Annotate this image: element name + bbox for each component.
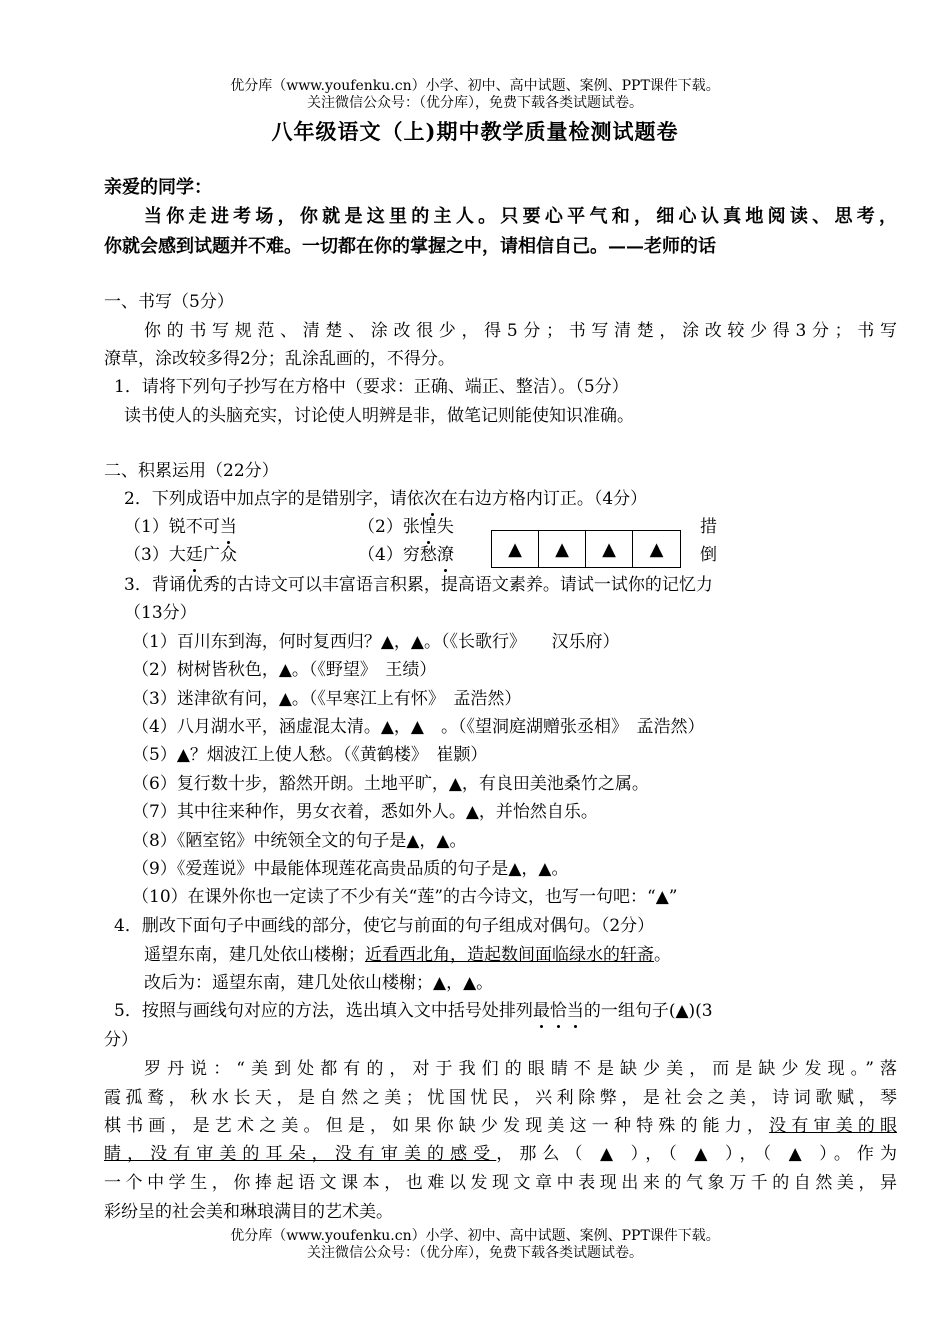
passage-line-1: 罗丹说：“美到处都有的，对于我们的眼睛不是缺少美，而是缺少发现。”落 (144, 1059, 897, 1079)
answer-box[interactable]: ▲ (492, 531, 539, 567)
poem-item-5: （5）▲？烟波江上使人愁。（《黄鹤楼》 崔颢） (132, 745, 488, 765)
question-1-prompt: 1．请将下列句子抄写在方格中（要求：正确、端正、整洁）。（5分） (114, 377, 629, 397)
question-4-prompt: 4．删改下面句子中画线的部分，使它与前面的句子组成对偶句。（2分） (114, 916, 655, 936)
poem-item-7: （7）其中往来种作，男女衣着，悉如外人。▲，并怡然自乐。 (132, 802, 598, 822)
passage-line-2: 霞孤鹜，秋水长天，是自然之美；忧国忧民，兴利除弊，是社会之美，诗词歌赋，琴 (104, 1088, 897, 1108)
greeting-line-2: 你就会感到试题并不难。一切都在你的掌握之中，请相信自己。——老师的话 (104, 236, 716, 257)
dotted-char: 当 (567, 997, 584, 1025)
question-1-text: 读书使人的头脑充实，讨论使人明辨是非，做笔记则能使知识准确。 (124, 406, 634, 426)
idiom-item-1: （1）锐不可当 (124, 513, 237, 541)
section2-heading: 二、积累运用（22分） (104, 461, 279, 481)
dotted-char: 恰 (550, 997, 567, 1025)
poem-item-6: （6）复行数十步，豁然开朗。土地平旷，▲，有良田美池桑竹之属。 (132, 774, 649, 794)
section1-desc-2: 潦草，涂改较多得2分；乱涂乱画的，不得分。 (104, 349, 455, 369)
idiom-item-3: （3）大廷广众 (124, 541, 237, 569)
correction-grid (491, 530, 681, 568)
dotted-char: 最 (533, 997, 550, 1025)
question-3-prompt-1: 3．背诵优秀的古诗文可以丰富语言积累，提高语文素养。请试一试你的记忆力 (124, 575, 713, 595)
passage-line-4: 睛，没有审美的耳朵，没有审美的感受，那么（ ▲ ），（ ▲ ），（ ▲ ）。作为 (104, 1144, 897, 1164)
poem-item-3: （3）迷津欲有问，▲。（《早寒江上有怀》 孟浩然） (132, 689, 522, 709)
answer-box[interactable]: ▲ (586, 531, 633, 567)
poem-item-1: （1）百川东到海，何时复西归？▲，▲。（《长歌行》 汉乐府） (132, 632, 620, 652)
poem-item-10: （10）在课外你也一定读了不少有关“莲”的古今诗文，也写一句吧：“▲” (132, 887, 678, 907)
answer-box[interactable]: ▲ (649, 538, 664, 560)
footer-line-1: 优分库（www.youfenku.cn）小学、初中、高中试题、案例、PPT课件下载。 (230, 1228, 720, 1244)
question-4-sentence: 遥望东南，建几处依山楼榭；近看西北角，造起数间面临绿水的轩斋。 (144, 945, 671, 965)
header-line-2: 关注微信公众号：（优分库），免费下载各类试题试卷。 (307, 95, 643, 111)
poem-item-2: （2）树树皆秋色，▲。（《野望》 王绩） (132, 660, 437, 680)
header-line-1: 优分库（www.youfenku.cn）小学、初中、高中试题、案例、PPT课件下载。 (230, 78, 720, 94)
poem-item-4: （4）八月湖水平，涵虚混太清。▲，▲ 。（《望洞庭湖赠张丞相》 孟浩然） (132, 717, 705, 737)
passage-line-3: 棋书画，是艺术之美。但是，如果你缺少发现美这一种特殊的能力，没有审美的眼 (104, 1116, 898, 1136)
question-4-answer: 改后为：遥望东南，建几处依山楼榭；▲，▲。 (144, 973, 494, 993)
dotted-char: 潦 (437, 541, 454, 569)
underlined-text: 近看西北角，造起数间面临绿水的轩斋 (365, 945, 654, 965)
idiom-item-2: （2）张惶失 (358, 513, 454, 541)
idiom-item-4: （4）穷愁潦 (358, 541, 454, 569)
idiom-item-2-tail: 措 (700, 517, 717, 537)
passage-line-6: 彩纷呈的社会美和琳琅满目的艺术美。 (104, 1202, 393, 1222)
dotted-char: 惶 (420, 513, 437, 541)
question-5-prompt: 5．按照与画线句对应的方法，选出填入文中括号处排列最恰当的一组句子(▲)(3 (114, 997, 713, 1025)
section1-heading: 一、书写（5分） (104, 292, 234, 312)
dotted-char: 当 (220, 513, 237, 541)
passage-line-5: 一个中学生，你捧起语文课本，也难以发现文章中表现出来的气象万千的自然美，异 (104, 1173, 897, 1193)
poem-item-8: （8）《陋室铭》中统领全文的句子是▲，▲。 (132, 831, 467, 851)
page-title: 八年级语文（上)期中教学质量检测试题卷 (271, 119, 679, 144)
footer-line-2: 关注微信公众号：（优分库），免费下载各类试题试卷。 (307, 1245, 643, 1261)
greeting-line-1: 当你走进考场，你就是这里的主人。只要心平气和，细心认真地阅读、思考， (144, 206, 897, 227)
dotted-char: 次 (424, 485, 441, 513)
question-3-prompt-2: （13分） (124, 603, 197, 623)
question-2-prompt: 2．下列成语中加点字的是错别字，请依次在右边方格内订正。（4分） (124, 485, 647, 513)
section1-desc-1: 你的书写规范、清楚、涂改很少，得5分；书写清楚，涂改较少得3分；书写 (144, 321, 897, 341)
page-footer (0, 1228, 950, 1262)
greeting-salutation: 亲爱的同学： (104, 177, 212, 198)
idiom-item-4-tail: 倒 (700, 545, 717, 565)
dotted-char: 廷 (186, 541, 203, 569)
page-header (0, 78, 950, 112)
question-5-prompt-2: 分） (104, 1030, 138, 1050)
answer-box[interactable]: ▲ (539, 531, 586, 567)
poem-item-9: （9）《爱莲说》中最能体现莲花高贵品质的句子是▲，▲。 (132, 859, 569, 879)
underlined-text: 没有审美的眼 (769, 1116, 898, 1136)
underlined-text: 睛，没有审美的耳朵，没有审美的感受 (104, 1144, 497, 1164)
